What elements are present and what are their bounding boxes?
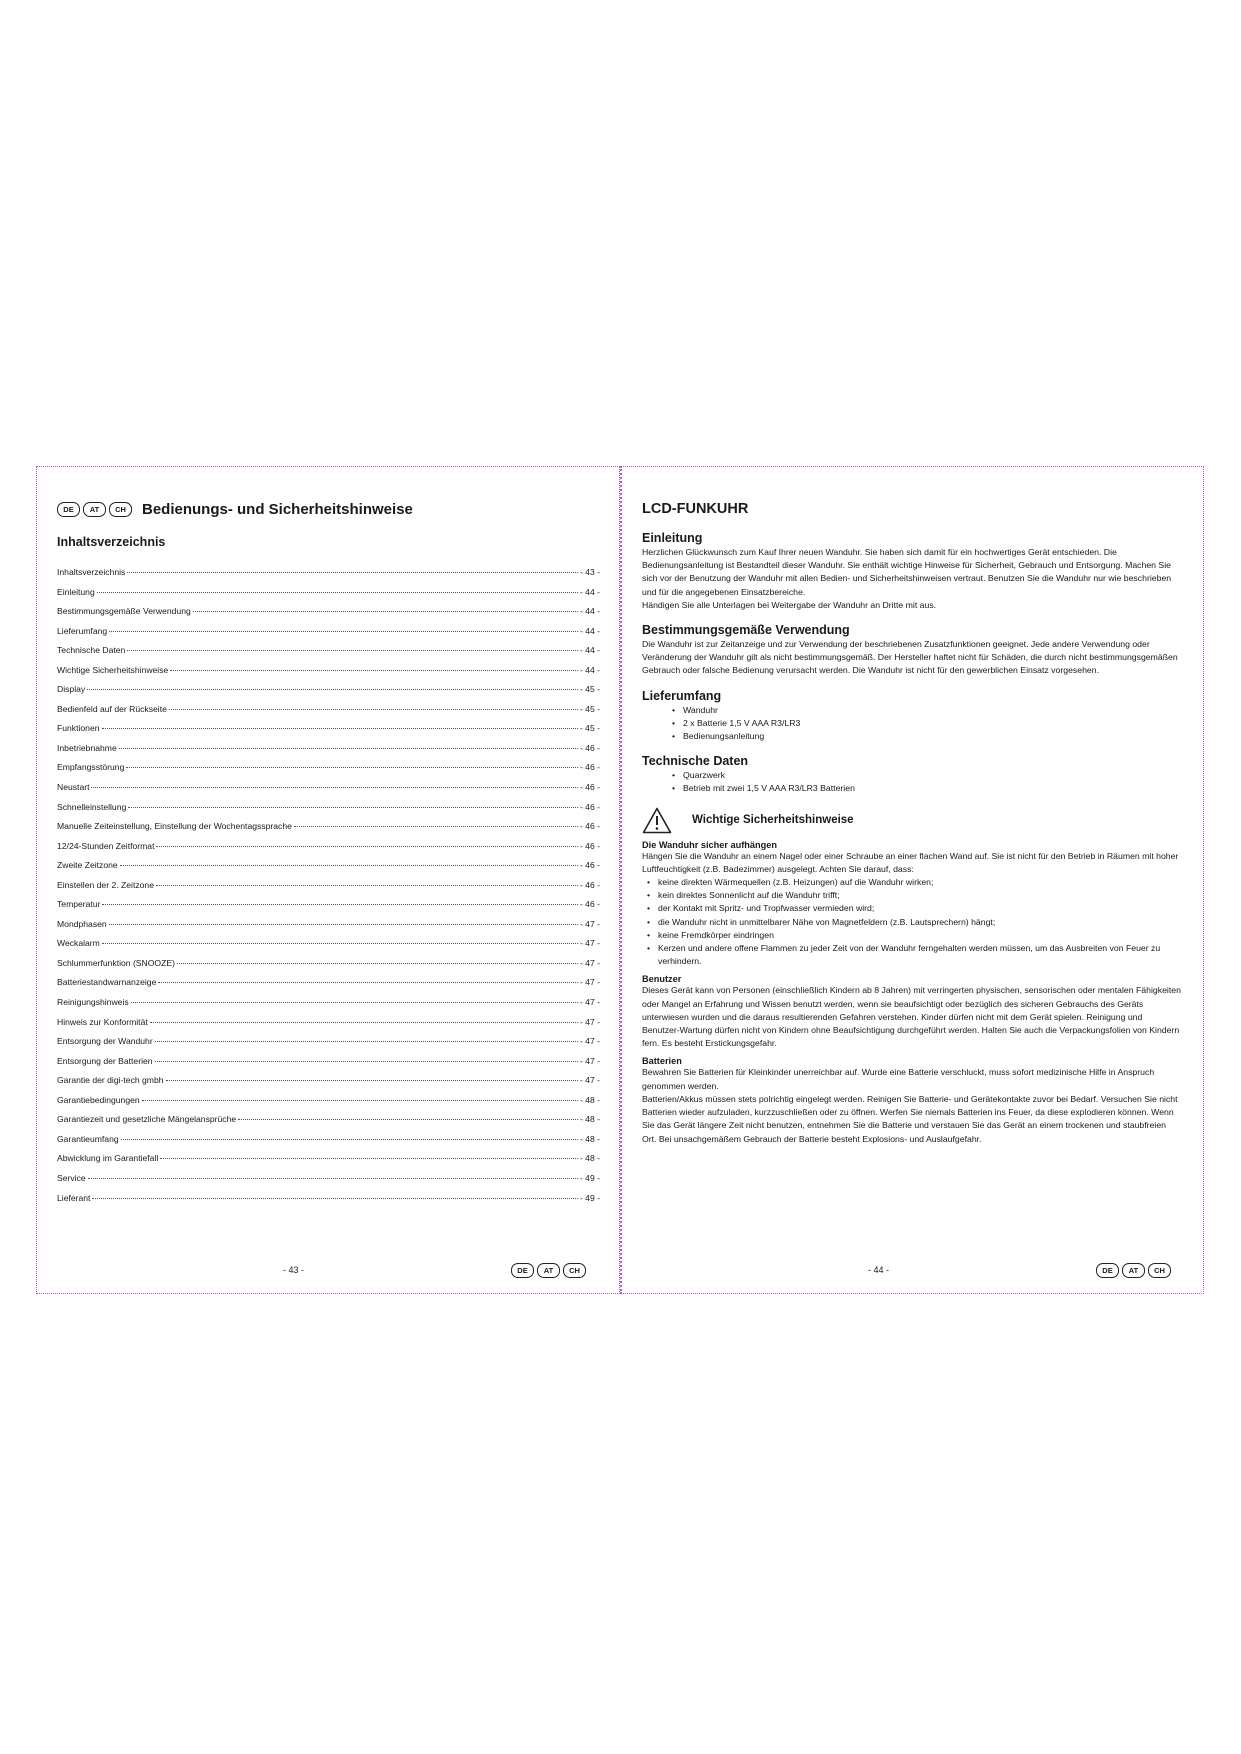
section-text: Bewahren Sie Batterien für Kleinkinder unerreichbar auf. Wurde eine Batterie verschluckt, muss sofort medizinische Hilfe in Anspruch genommen werden.	[642, 1067, 1155, 1091]
toc-leader-dots	[102, 904, 577, 905]
toc-entry-label: Lieferumfang	[57, 625, 108, 636]
toc-entry-page: - 48 -	[579, 1094, 600, 1105]
toc-entry-label: Abwicklung im Garantiefall	[57, 1153, 159, 1164]
list-item: • Betrieb mit zwei 1,5 V AAA R3/LR3 Batterien	[672, 782, 1182, 795]
list-item: • keine Fremdkörper eindringen	[647, 929, 1182, 942]
toc-entry-label: Garantie der digi-tech gmbh	[57, 1075, 164, 1086]
toc-entry-label: Entsorgung der Wanduhr	[57, 1036, 153, 1047]
toc-entry-page: - 46 -	[579, 801, 600, 812]
toc-leader-dots	[169, 709, 578, 710]
list-item: • Bedienungsanleitung	[672, 730, 1182, 743]
toc-leader-dots	[294, 826, 578, 827]
toc-entry-page: - 45 -	[579, 684, 600, 695]
toc-entry-page: - 46 -	[579, 742, 600, 753]
country-badge-ch: CH	[109, 502, 132, 517]
section-text: Herzlichen Glückwunsch zum Kauf Ihrer neuen Wanduhr. Sie haben sich damit für ein hochwertiges Gerät entschieden. Die Bedienungsanleitung ist Bestandteil dieser Wanduhr. Sie enthält wichtige Hinweise für Sicherheit, Gebrauch und Entsorgung. Machen Sie sich vor der Benutzung der Wanduhr mit allen Bedien- und Sicherheitshinweisen vertraut. Benutzen Sie die Wanduhr nur wie beschrieben und für die angegebenen Einsatzbereiche.	[642, 547, 1172, 597]
section-heading: Bestimmungsgemäße Verwendung	[642, 623, 850, 638]
toc-entry-page: - 49 -	[579, 1172, 600, 1183]
bullet-list	[642, 876, 1182, 968]
toc-row[interactable]	[57, 1017, 600, 1037]
list-item: • kein direktes Sonnenlicht auf die Wanduhr trifft;	[647, 889, 1182, 902]
toc-entry-page: - 43 -	[579, 567, 600, 577]
country-badge-de: DE	[1096, 1263, 1119, 1278]
toc-entry-label: Temperatur	[57, 899, 101, 910]
toc-entry-label: Hinweis zur Konformität	[57, 1016, 148, 1027]
toc-leader-dots	[121, 1139, 578, 1140]
toc-entry-label: Schlummerfunktion (SNOOZE)	[57, 957, 175, 968]
toc-row[interactable]	[57, 841, 600, 861]
toc-leader-dots	[102, 943, 578, 944]
toc-entry-label: Weckalarm	[57, 938, 100, 949]
toc-row[interactable]	[57, 665, 600, 685]
warning-triangle-icon	[642, 807, 672, 834]
toc-leader-dots	[127, 650, 578, 651]
toc-entry-page: - 46 -	[579, 860, 600, 871]
toc-heading: Inhaltsverzeichnis	[57, 535, 166, 549]
list-item: • keine direkten Wärmequellen (z.B. Heizungen) auf die Wanduhr wirken;	[647, 876, 1182, 889]
toc-leader-dots	[238, 1119, 578, 1120]
toc-leader-dots	[155, 1041, 578, 1042]
footer-country-badges	[1096, 1263, 1171, 1278]
toc-entry-label: Garantieumfang	[57, 1133, 119, 1144]
toc-entry-label: Neustart	[57, 782, 90, 793]
section-text: Batterien/Akkus müssen stets polrichtig eingelegt werden. Reinigen Sie Batterie- und Gerätekontakte zuvor bei Bedarf. Versuchen Sie nicht Batterien wieder aufzuladen, kurzzuschließen oder zu öffnen. Werfen Sie niemals Batterien ins Feuer, da diese explodieren können. Wenn Sie das Gerät längere Zeit nicht benutzen, entnehmen Sie die Batterie und verstauen Sie das Gerät an einem trockenen und staubfreien Ort. Bei unsachgemäßem Gebrauch der Batterie besteht Explosions- und Auslaufgefahr.	[642, 1093, 1178, 1144]
country-badge-at: AT	[1122, 1263, 1145, 1278]
toc-leader-dots	[177, 963, 578, 964]
toc-leader-dots	[120, 865, 578, 866]
safety-header	[642, 807, 1182, 834]
left-page	[36, 466, 620, 1294]
toc-leader-dots	[142, 1100, 578, 1101]
right-page-content	[642, 501, 1182, 1146]
toc-leader-dots	[156, 846, 577, 847]
country-badge-de: DE	[57, 502, 80, 517]
toc-entry-page: - 46 -	[579, 821, 600, 832]
toc-entry-page: - 45 -	[579, 723, 600, 734]
toc-entry-page: - 44 -	[579, 625, 600, 636]
toc-entry-page: - 48 -	[579, 1114, 600, 1125]
toc-row[interactable]	[57, 1056, 600, 1076]
toc-leader-dots	[88, 1178, 578, 1179]
toc-entry-label: Schnelleinstellung	[57, 801, 127, 812]
toc-entry-label: Manuelle Zeiteinstellung, Einstellung der Wochentagssprache	[57, 821, 292, 832]
toc-entry-page: - 47 -	[579, 957, 600, 968]
toc-entry-label: Garantiezeit und gesetzliche Mängelansprüche	[57, 1114, 237, 1125]
list-item: • 2 x Batterie 1,5 V AAA R3/LR3	[672, 717, 1182, 730]
page-number: - 43 -	[283, 1265, 305, 1275]
toc-entry-label: Batteriestandwarnanzeige	[57, 977, 157, 988]
toc-entry-label: Reinigungshinweis	[57, 997, 129, 1008]
section-heading: Einleitung	[642, 531, 703, 545]
toc-entry-page: - 46 -	[579, 899, 600, 910]
toc-leader-dots	[156, 885, 578, 886]
toc-row[interactable]	[57, 1114, 600, 1134]
toc-entry-page: - 49 -	[579, 1192, 600, 1203]
toc-row[interactable]	[57, 762, 600, 782]
toc-entry-label: 12/24-Stunden Zeitformat	[57, 840, 155, 851]
toc-leader-dots	[128, 807, 578, 808]
toc-entry-page: - 48 -	[579, 1133, 600, 1144]
section-aufhaengen	[642, 840, 1182, 969]
toc-row[interactable]	[57, 977, 600, 997]
toc-row[interactable]	[57, 899, 600, 919]
toc-entry-label: Wichtige Sicherheitshinweise	[57, 664, 169, 675]
toc-row[interactable]	[57, 1075, 600, 1095]
subsection-heading: Die Wanduhr sicher aufhängen	[642, 839, 777, 850]
toc-leader-dots	[109, 631, 578, 632]
manual-spread	[36, 466, 1204, 1294]
toc-entry-page: - 47 -	[579, 977, 600, 988]
toc-leader-dots	[97, 592, 578, 593]
list-item: • Wanduhr	[672, 704, 1182, 717]
toc-row[interactable]	[57, 919, 600, 939]
toc-row[interactable]	[57, 958, 600, 978]
toc-entry-label: Inhaltsverzeichnis	[57, 567, 126, 577]
list-item: • die Wanduhr nicht in unmittelbarer Nähe von Magnetfeldern (z.B. Lautsprechern) hängt;	[647, 916, 1182, 929]
toc-entry-label: Bedienfeld auf der Rückseite	[57, 703, 167, 714]
toc-entry-label: Inbetriebnahme	[57, 742, 117, 753]
bullet-list	[642, 704, 1182, 744]
toc-leader-dots	[92, 1198, 577, 1199]
toc-entry-label: Bestimmungsgemäße Verwendung	[57, 606, 191, 617]
toc-row[interactable]	[57, 1193, 600, 1213]
toc-leader-dots	[119, 748, 578, 749]
toc-row[interactable]	[57, 645, 600, 665]
section-heading: Technische Daten	[642, 754, 749, 769]
toc-leader-dots	[158, 982, 578, 983]
toc-leader-dots	[166, 1080, 578, 1081]
toc-entry-label: Entsorgung der Batterien	[57, 1055, 153, 1066]
toc-entry-label: Display	[57, 684, 86, 695]
toc-entry-label: Einstellen der 2. Zeitzone	[57, 879, 154, 890]
toc-leader-dots	[91, 787, 577, 788]
toc-leader-dots	[109, 924, 578, 925]
toc-entry-page: - 44 -	[579, 645, 600, 656]
toc-leader-dots	[170, 670, 578, 671]
section-heading: Wichtige Sicherheitshinweise	[692, 814, 854, 827]
toc-row[interactable]	[57, 938, 600, 958]
section-text: Dieses Gerät kann von Personen (einschließlich Kindern ab 8 Jahren) mit verringerten physischen, sensorischen oder mentalen Fähigkeiten oder Mangel an Erfahrung und Wissen benutzt werden, wenn sie beaufsichtigt oder bezüglich des sicheren Gebrauchs des Geräts unterwiesen wurden und die daraus resultierenden Gefahren verstehen. Kinder dürfen nicht mit dem Gerät spielen. Reinigung und Benutzer-Wartung dürfen nicht von Kindern ohne Beaufsichtigung durchgeführt werden. Halten Sie auch die Verpackungsfolien von Kindern fern. Es besteht Erstickungsgefahr.	[642, 985, 1181, 1049]
list-item: • Kerzen und andere offene Flammen zu jeder Zeit von der Wanduhr ferngehalten werden müssen, um das Ausbreiten von Feuer zu verhindern.	[647, 942, 1182, 968]
toc-row[interactable]	[57, 802, 600, 822]
page-number: - 44 -	[868, 1265, 890, 1275]
list-item: • der Kontakt mit Spritz- und Tropfwasser vermieden wird;	[647, 902, 1182, 915]
toc-row[interactable]	[57, 880, 600, 900]
toc-row[interactable]	[57, 1095, 600, 1115]
toc-entry-label: Lieferant	[57, 1192, 91, 1203]
toc-leader-dots	[102, 728, 578, 729]
toc-entry-page: - 48 -	[579, 1153, 600, 1164]
toc-row[interactable]	[57, 606, 600, 626]
toc-entry-label: Garantiebedingungen	[57, 1094, 140, 1105]
toc-entry-label: Zweite Zeitzone	[57, 860, 118, 871]
section-text: Hängen Sie die Wanduhr an einem Nagel oder einer Schraube an einer flachen Wand auf. Sie ist nicht für den Betrieb in Räumen mit hoher Luftfeuchtigkeit (z.B. Badezimmer) ausgelegt. Achten Sie darauf, dass:	[642, 850, 1179, 874]
toc-row[interactable]	[57, 743, 600, 763]
toc-entry-page: - 44 -	[579, 586, 600, 597]
toc-entry-page: - 47 -	[579, 918, 600, 929]
section-batterien	[642, 1056, 1182, 1145]
toc-leader-dots	[193, 611, 578, 612]
toc-entry-label: Mondphasen	[57, 918, 107, 929]
toc-row[interactable]	[57, 723, 600, 743]
toc-entry-page: - 47 -	[579, 1016, 600, 1027]
toc-entry-page: - 44 -	[579, 606, 600, 617]
toc-entry-page: - 47 -	[579, 997, 600, 1008]
page-title: Bedienungs- und Sicherheitshinweise	[142, 501, 413, 518]
toc-row[interactable]	[57, 587, 600, 607]
toc-entry-label: Funktionen	[57, 723, 100, 734]
toc-row[interactable]	[57, 997, 600, 1017]
toc-row[interactable]	[57, 1134, 600, 1154]
left-page-header	[57, 501, 413, 518]
table-of-contents	[57, 567, 600, 1212]
toc-entry-page: - 47 -	[579, 1075, 600, 1086]
bullet-list	[642, 769, 1182, 795]
country-badge-at: AT	[537, 1263, 560, 1278]
section-text: Die Wanduhr ist zur Zeitanzeige und zur Verwendung der beschriebenen Zusatzfunktionen geeignet. Jede andere Verwendung oder Veränderung der Wanduhr gilt als nicht bestimmungsgemäß. Der Hersteller haftet nicht für Schäden, die durch nicht bestimmungsgemäßen Gebrauch oder falsche Bedienung verursacht werden. Die Wanduhr ist nicht für den gewerblichen Einsatz vorgesehen.	[642, 639, 1178, 676]
section-text: Händigen Sie alle Unterlagen bei Weitergabe der Wanduhr an Dritte mit aus.	[642, 599, 937, 610]
toc-entry-page: - 46 -	[579, 782, 600, 793]
section-lieferumfang	[642, 689, 1182, 744]
country-badges	[57, 502, 132, 517]
country-badge-de: DE	[511, 1263, 534, 1278]
toc-row[interactable]	[57, 782, 600, 802]
country-badge-at: AT	[83, 502, 106, 517]
subsection-heading: Benutzer	[642, 974, 682, 985]
toc-row[interactable]	[57, 1153, 600, 1173]
toc-entry-label: Technische Daten	[57, 645, 126, 656]
toc-leader-dots	[160, 1158, 578, 1159]
section-benutzer	[642, 974, 1182, 1050]
toc-entry-page: - 45 -	[579, 703, 600, 714]
toc-leader-dots	[131, 1002, 578, 1003]
toc-row[interactable]	[57, 1036, 600, 1056]
toc-entry-page: - 47 -	[579, 1036, 600, 1047]
toc-entry-page: - 47 -	[579, 1055, 600, 1066]
toc-row[interactable]	[57, 626, 600, 646]
subsection-heading: Batterien	[642, 1056, 682, 1067]
section-verwendung	[642, 623, 1182, 678]
list-item: • Quarzwerk	[672, 769, 1182, 782]
country-badge-ch: CH	[1148, 1263, 1171, 1278]
toc-entry-label: Einleitung	[57, 586, 95, 597]
right-page	[620, 466, 1204, 1294]
page-title: LCD-FUNKUHR	[642, 501, 749, 517]
toc-entry-label: Empfangsstörung	[57, 762, 125, 773]
toc-row[interactable]	[57, 704, 600, 724]
toc-entry-page: - 46 -	[579, 762, 600, 773]
toc-row[interactable]	[57, 860, 600, 880]
section-heading: Lieferumfang	[642, 688, 722, 703]
toc-row[interactable]	[57, 821, 600, 841]
country-badge-ch: CH	[563, 1263, 586, 1278]
toc-entry-page: - 46 -	[579, 879, 600, 890]
footer-country-badges	[511, 1263, 586, 1278]
toc-row[interactable]	[57, 567, 600, 587]
section-einleitung	[642, 531, 1182, 612]
toc-leader-dots	[150, 1022, 578, 1023]
toc-leader-dots	[126, 767, 578, 768]
section-technische-daten	[642, 754, 1182, 795]
toc-entry-page: - 44 -	[579, 664, 600, 675]
toc-entry-page: - 46 -	[579, 840, 600, 851]
toc-entry-page: - 47 -	[579, 938, 600, 949]
toc-row[interactable]	[57, 1173, 600, 1193]
toc-leader-dots	[87, 689, 578, 690]
toc-leader-dots	[155, 1061, 578, 1062]
toc-leader-dots	[127, 572, 578, 573]
toc-entry-label: Service	[57, 1172, 86, 1183]
toc-row[interactable]	[57, 684, 600, 704]
